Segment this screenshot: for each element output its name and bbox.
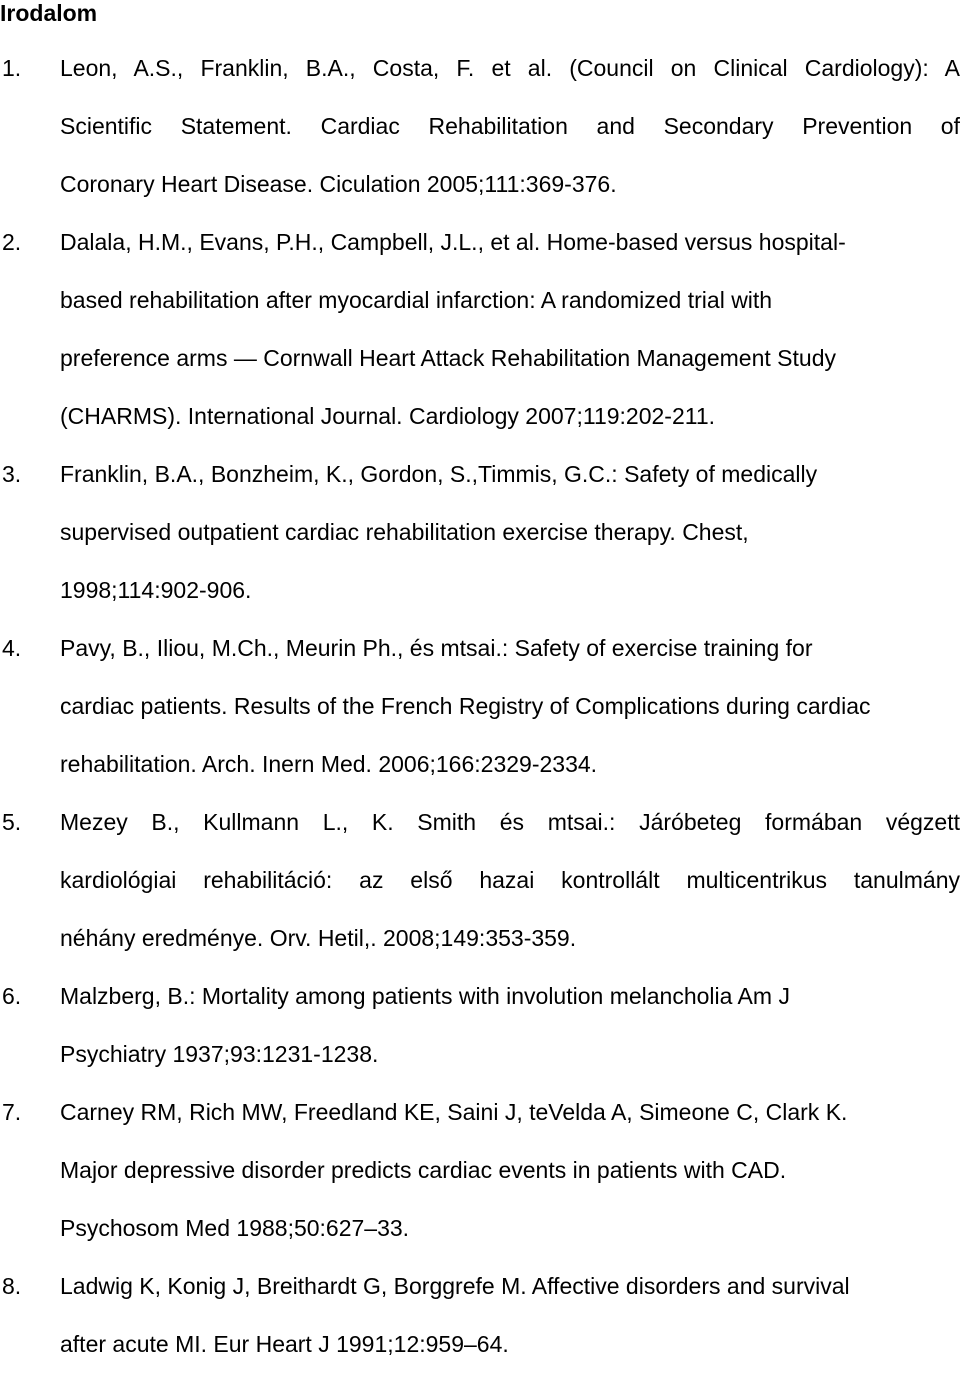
- reference-line: Pavy, B., Iliou, M.Ch., Meurin Ph., és mtsai.: Safety of exercise training for: [60, 635, 813, 661]
- reference-item-1: [0, 39, 960, 213]
- reference-text: [60, 213, 960, 445]
- reference-line: rehabilitation. Arch. Inern Med. 2006;166:2329-2334.: [60, 751, 598, 777]
- reference-line: based rehabilitation after myocardial infarction: A randomized trial with: [60, 287, 773, 313]
- reference-item-7: [0, 1083, 960, 1257]
- reference-number: 2.: [2, 229, 22, 255]
- reference-line: preference arms — Cornwall Heart Attack Rehabilitation Management Study: [60, 345, 836, 371]
- reference-number: 7.: [2, 1099, 22, 1125]
- reference-line: Scientific Statement. Cardiac Rehabilitation and Secondary Prevention of: [60, 113, 960, 139]
- reference-line: Psychiatry 1937;93:1231-1238.: [60, 1041, 379, 1067]
- reference-text: [60, 619, 960, 793]
- reference-number: 3.: [2, 461, 22, 487]
- reference-item-2: [0, 213, 960, 445]
- reference-line: Malzberg, B.: Mortality among patients with involution melancholia Am J: [60, 983, 790, 1009]
- reference-line: cardiac patients. Results of the French Registry of Complications during cardiac: [60, 693, 871, 719]
- reference-line: Ladwig K, Konig J, Breithardt G, Borggrefe M. Affective disorders and survival: [60, 1273, 850, 1299]
- reference-line: Leon, A.S., Franklin, B.A., Costa, F. et al. (Council on Clinical Cardiology): A: [60, 55, 960, 81]
- reference-text: [60, 793, 960, 967]
- reference-number: 5.: [2, 809, 22, 835]
- reference-line: néhány eredménye. Orv. Hetil,. 2008;149:353-359.: [60, 925, 577, 951]
- reference-line: Franklin, B.A., Bonzheim, K., Gordon, S.,Timmis, G.C.: Safety of medically: [60, 461, 818, 487]
- reference-item-8: [0, 1257, 960, 1373]
- reference-number: 8.: [2, 1273, 22, 1299]
- reference-text: [60, 967, 960, 1083]
- reference-item-5: [0, 793, 960, 967]
- reference-text: [60, 39, 960, 213]
- reference-item-4: [0, 619, 960, 793]
- reference-line: Dalala, H.M., Evans, P.H., Campbell, J.L., et al. Home-based versus hospital-: [60, 229, 846, 255]
- reference-line: 1998;114:902-906.: [60, 577, 252, 603]
- reference-line: after acute MI. Eur Heart J 1991;12:959–64.: [60, 1331, 509, 1357]
- reference-item-3: [0, 445, 960, 619]
- reference-text: [60, 445, 960, 619]
- reference-number: 6.: [2, 983, 22, 1009]
- reference-line: Major depressive disorder predicts cardiac events in patients with CAD.: [60, 1157, 787, 1183]
- reference-line: (CHARMS). International Journal. Cardiology 2007;119:202-211.: [60, 403, 716, 429]
- reference-text: [60, 1083, 960, 1257]
- reference-number: 1.: [2, 55, 22, 81]
- reference-line: kardiológiai rehabilitáció: az első hazai kontrollált multicentrikus tanulmány: [60, 867, 960, 893]
- section-heading: Irodalom: [0, 0, 98, 26]
- reference-list: [0, 39, 960, 1373]
- reference-line: Carney RM, Rich MW, Freedland KE, Saini J, teVelda A, Simeone C, Clark K.: [60, 1099, 848, 1125]
- reference-line: Mezey B., Kullmann L., K. Smith és mtsai.: Járóbeteg formában végzett: [60, 809, 960, 835]
- reference-line: Coronary Heart Disease. Ciculation 2005;111:369-376.: [60, 171, 617, 197]
- reference-line: Psychosom Med 1988;50:627–33.: [60, 1215, 410, 1241]
- reference-item-6: [0, 967, 960, 1083]
- reference-line: supervised outpatient cardiac rehabilitation exercise therapy. Chest,: [60, 519, 749, 545]
- reference-text: [60, 1257, 960, 1373]
- reference-number: 4.: [2, 635, 22, 661]
